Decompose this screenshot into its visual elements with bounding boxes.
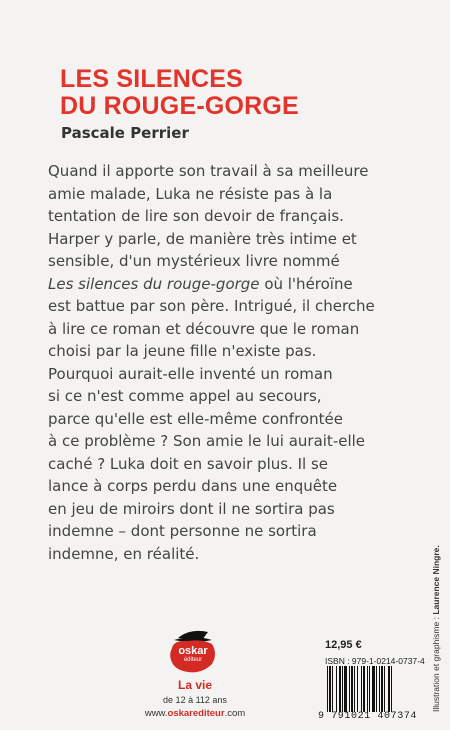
barcode — [325, 666, 425, 712]
barcode-bar — [327, 666, 328, 712]
barcode-bar — [354, 666, 355, 712]
blurb-line: à lire ce roman et découvre que le roman — [48, 319, 360, 338]
blurb-line: Harper y parle, de manière très intime et — [48, 229, 357, 248]
credit-prefix: Illustration et graphisme : — [431, 614, 441, 712]
barcode-bar — [332, 666, 333, 712]
blurb-line: en jeu de miroirs dont il ne sortira pas — [48, 499, 335, 518]
blurb-line: à ce problème ? Son amie le lui aurait-elle — [48, 432, 366, 450]
book-title-line-2: DU ROUGE-GORGE — [60, 92, 299, 120]
illustration-credit — [431, 522, 445, 712]
logo-name: oskar — [178, 645, 208, 657]
book-title-line-1: LES SILENCES — [60, 65, 243, 93]
barcode-bar — [349, 666, 350, 712]
barcode-bar — [391, 666, 392, 712]
barcode-bar — [369, 666, 370, 712]
back-cover-blurb — [48, 160, 394, 565]
website-suffix: .com — [224, 708, 246, 719]
barcode-bar — [367, 666, 368, 712]
barcode-bar — [388, 666, 390, 712]
barcode-bar — [339, 666, 341, 712]
blurb-line: Pourquoi aurait-elle inventé un roman — [48, 364, 333, 383]
collection-name: La vie — [177, 678, 213, 692]
website-prefix: www. — [144, 708, 168, 719]
barcode-bar — [379, 666, 380, 712]
blurb-line: si ce n'est comme appel au secours, — [48, 387, 322, 405]
website-brand: oskarediteur — [167, 708, 225, 719]
blurb-line: est battue par son père. Intrigué, il cherche — [48, 297, 375, 315]
barcode-bar — [344, 666, 347, 712]
logo-subtitle: éditeur — [183, 657, 203, 663]
barcode-digits: 9 791021 407374 — [318, 711, 418, 722]
barcode-bar — [357, 666, 358, 712]
blurb-line: choisi par la jeune fille n'existe pas. — [48, 342, 317, 360]
blurb-line: Quand il apporte son travail à sa meilleure — [48, 162, 369, 180]
author-name: Pascale Perrier — [61, 124, 189, 142]
blurb-line: lance à corps perdu dans une enquête — [48, 477, 338, 495]
barcode-bar — [381, 666, 383, 712]
barcode-bar — [336, 666, 337, 712]
blurb-italic-title: Les silences du rouge-gorge — [48, 274, 260, 293]
blurb-line-rest: où l'héroïne — [259, 274, 353, 293]
blurb-line: tentation de lire son devoir de français. — [48, 207, 344, 225]
barcode-bar — [361, 666, 362, 712]
blurb-line: caché ? Luka doit en savoir plus. Il se — [48, 454, 329, 473]
blurb-line: sensible, d'un mystérieux livre nommé — [48, 252, 340, 270]
barcode-bar — [372, 666, 375, 712]
barcode-bar — [351, 666, 353, 712]
logo-wordmark — [172, 646, 214, 664]
publisher-website — [125, 708, 265, 719]
blurb-line: indemne, en réalité. — [48, 544, 200, 563]
barcode-bar — [376, 666, 377, 712]
blurb-line: parce qu'elle est elle-même confrontée — [48, 409, 343, 428]
barcode-bar — [329, 666, 331, 712]
blurb-line: amie malade, Luka ne résiste pas à la — [48, 184, 333, 203]
blurb-line: indemne – dont personne ne sortira — [48, 522, 317, 540]
blurb-line — [48, 273, 394, 296]
barcode-bar — [363, 666, 365, 712]
barcode-bar — [342, 666, 343, 712]
credit-name: Laurence Ningre. — [431, 545, 441, 615]
isbn: ISBN : 979-1-0214-0737-4 — [325, 656, 425, 666]
price: 12,95 € — [325, 639, 362, 651]
book-title — [60, 66, 299, 120]
barcode-bar — [384, 666, 385, 712]
age-range: de 12 à 112 ans — [163, 695, 227, 705]
